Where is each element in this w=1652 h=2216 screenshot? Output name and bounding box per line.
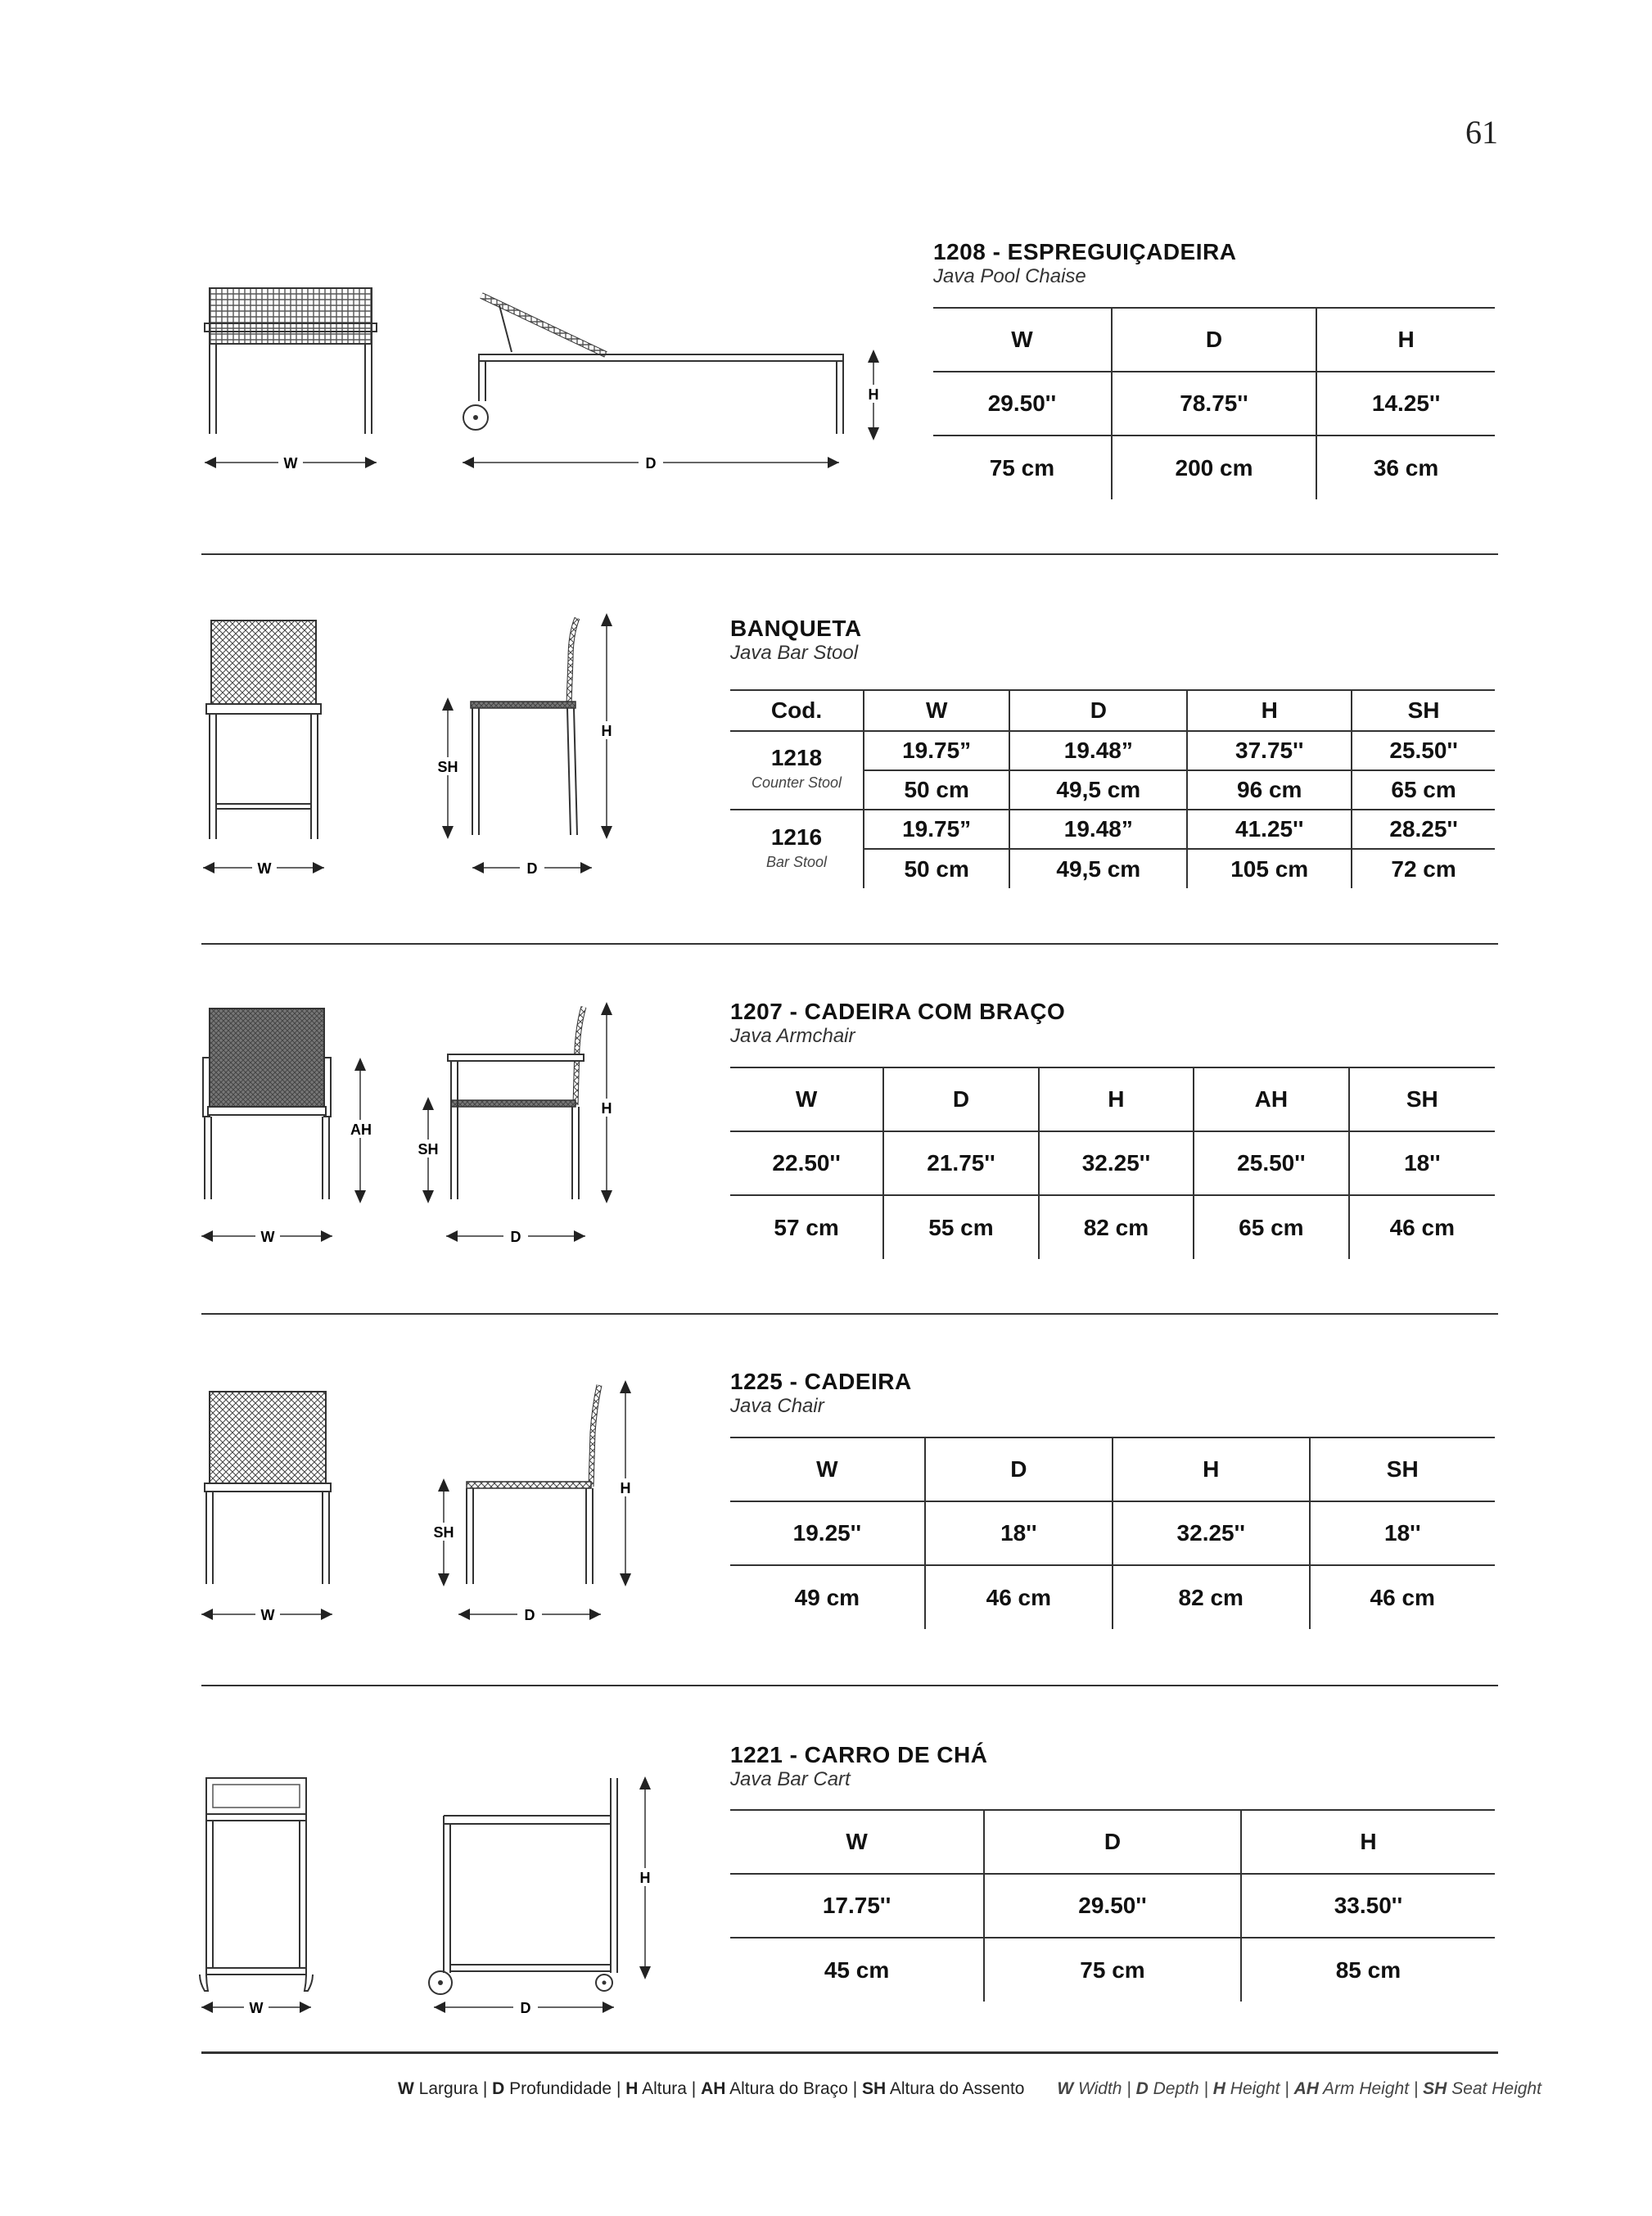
product-title: 1208 - ESPREGUIÇADEIRA (933, 239, 1237, 264)
bar-cart-side-drawing (426, 1768, 663, 2022)
value-cell: 14.25'' (1316, 372, 1495, 436)
dim-w-label: W (249, 2000, 264, 2016)
value-cell: 72 cm (1352, 849, 1495, 888)
header-cell: Cod. (730, 690, 864, 731)
value-cell: 18'' (1349, 1131, 1495, 1195)
section-divider (201, 1313, 1498, 1315)
value-cell: 21.75'' (883, 1131, 1038, 1195)
value-cell: 82 cm (1039, 1195, 1194, 1259)
armchair-front-drawing (196, 999, 385, 1257)
value-cell: 29.50'' (933, 372, 1112, 436)
dim-w-label: W (283, 455, 298, 472)
chair-front-drawing (196, 1383, 352, 1629)
dim-sh-label: SH (418, 1141, 439, 1158)
dim-h-label: H (620, 1480, 631, 1496)
value-cell: 45 cm (730, 1938, 984, 2002)
dimension-legend (398, 2079, 1541, 2099)
dim-w-label: W (260, 1607, 275, 1623)
value-cell: 18'' (1310, 1501, 1496, 1565)
armchair-spec-table (730, 1067, 1495, 1259)
bar-stool-front-drawing (196, 614, 336, 884)
value-cell: 25.50'' (1352, 731, 1495, 770)
header-cell: SH (1349, 1067, 1495, 1131)
header-cell: W (864, 690, 1009, 731)
variant-code-cell (730, 810, 864, 888)
armchair-side-drawing (413, 999, 626, 1257)
value-cell: 55 cm (883, 1195, 1038, 1259)
dim-h-label: H (601, 723, 612, 739)
pool-chaise-side-drawing (454, 291, 896, 479)
variant-label: Counter Stool (751, 774, 842, 791)
value-cell: 37.75'' (1187, 731, 1352, 770)
bar-cart-spec-table (730, 1809, 1495, 2002)
dim-ah-label: AH (350, 1122, 372, 1138)
bar-stool-side-drawing (430, 610, 626, 884)
value-cell: 75 cm (933, 436, 1112, 499)
header-cell: H (1039, 1067, 1194, 1131)
page-number: 61 (1465, 114, 1498, 151)
product-subtitle: Java Armchair (730, 1025, 855, 1047)
dim-d-label: D (524, 1607, 535, 1623)
header-cell: W (730, 1810, 984, 1874)
product-title: 1225 - CADEIRA (730, 1369, 912, 1394)
value-cell: 29.50'' (984, 1874, 1241, 1938)
value-cell: 28.25'' (1352, 810, 1495, 849)
variant-code-cell (730, 731, 864, 810)
value-cell: 96 cm (1187, 770, 1352, 810)
pool-chaise-front-drawing (196, 274, 385, 479)
value-cell: 78.75'' (1112, 372, 1316, 436)
section-divider (201, 1685, 1498, 1686)
header-cell: W (933, 308, 1112, 372)
value-cell: 36 cm (1316, 436, 1495, 499)
header-cell: D (984, 1810, 1241, 1874)
value-cell: 50 cm (864, 849, 1009, 888)
header-cell: AH (1194, 1067, 1348, 1131)
value-cell: 65 cm (1194, 1195, 1348, 1259)
header-cell: H (1241, 1810, 1495, 1874)
value-cell: 85 cm (1241, 1938, 1495, 2002)
product-subtitle: Java Pool Chaise (933, 265, 1086, 287)
value-cell: 49 cm (730, 1565, 925, 1629)
value-cell: 32.25'' (1039, 1131, 1194, 1195)
value-cell: 19.75” (864, 731, 1009, 770)
value-cell: 50 cm (864, 770, 1009, 810)
value-cell: 46 cm (1349, 1195, 1495, 1259)
section-divider (201, 943, 1498, 945)
header-cell: D (1112, 308, 1316, 372)
dim-d-label: D (510, 1229, 521, 1245)
product-title: BANQUETA (730, 616, 862, 641)
dim-w-label: W (257, 860, 272, 877)
value-cell: 18'' (925, 1501, 1113, 1565)
value-cell: 65 cm (1352, 770, 1495, 810)
header-cell: SH (1310, 1437, 1496, 1501)
dim-w-label: W (260, 1229, 275, 1245)
product-subtitle: Java Bar Stool (730, 642, 859, 664)
value-cell: 33.50'' (1241, 1874, 1495, 1938)
header-cell: H (1113, 1437, 1310, 1501)
value-cell: 75 cm (984, 1938, 1241, 2002)
value-cell: 41.25'' (1187, 810, 1352, 849)
dim-h-label: H (639, 1870, 651, 1886)
value-cell: 49,5 cm (1009, 849, 1187, 888)
value-cell: 200 cm (1112, 436, 1316, 499)
dim-d-label: D (520, 2000, 531, 2016)
value-cell: 19.25'' (730, 1501, 925, 1565)
value-cell: 22.50'' (730, 1131, 883, 1195)
value-cell: 19.48” (1009, 810, 1187, 849)
chair-side-drawing (426, 1375, 639, 1629)
legend-english: W Width | D Depth | H Height | AH Arm Height | SH Seat Height (1057, 2079, 1541, 2098)
dim-sh-label: SH (433, 1524, 454, 1541)
product-subtitle: Java Bar Cart (730, 1768, 851, 1790)
header-cell: D (1009, 690, 1187, 731)
dim-sh-label: SH (437, 759, 458, 775)
footer-divider (201, 2051, 1498, 2054)
value-cell: 46 cm (1310, 1565, 1496, 1629)
value-cell: 105 cm (1187, 849, 1352, 888)
header-cell: W (730, 1437, 925, 1501)
value-cell: 46 cm (925, 1565, 1113, 1629)
pool-chaise-spec-table (933, 307, 1495, 499)
header-cell: H (1187, 690, 1352, 731)
variant-code: 1218 (770, 745, 823, 770)
bar-cart-front-drawing (193, 1768, 324, 2022)
value-cell: 32.25'' (1113, 1501, 1310, 1565)
header-cell: D (883, 1067, 1038, 1131)
product-title: 1207 - CADEIRA COM BRAÇO (730, 999, 1066, 1024)
value-cell: 49,5 cm (1009, 770, 1187, 810)
header-cell: W (730, 1067, 883, 1131)
variant-code: 1216 (770, 824, 823, 850)
value-cell: 57 cm (730, 1195, 883, 1259)
dim-d-label: D (645, 455, 657, 472)
value-cell: 82 cm (1113, 1565, 1310, 1629)
header-cell: H (1316, 308, 1495, 372)
value-cell: 19.75” (864, 810, 1009, 849)
dim-h-label: H (868, 386, 879, 403)
product-subtitle: Java Chair (730, 1395, 824, 1417)
legend-portuguese: W Largura | D Profundidade | H Altura | AH Altura do Braço | SH Altura do Assento (398, 2079, 1025, 2098)
dim-h-label: H (601, 1100, 612, 1117)
value-cell: 19.48” (1009, 731, 1187, 770)
header-cell: SH (1352, 690, 1495, 731)
dim-d-label: D (526, 860, 538, 877)
section-divider (201, 553, 1498, 555)
variant-label: Bar Stool (765, 853, 828, 870)
header-cell: D (925, 1437, 1113, 1501)
chair-spec-table (730, 1437, 1495, 1629)
value-cell: 25.50'' (1194, 1131, 1348, 1195)
product-title: 1221 - CARRO DE CHÁ (730, 1742, 988, 1767)
value-cell: 17.75'' (730, 1874, 984, 1938)
bar-stool-spec-table (730, 689, 1495, 888)
